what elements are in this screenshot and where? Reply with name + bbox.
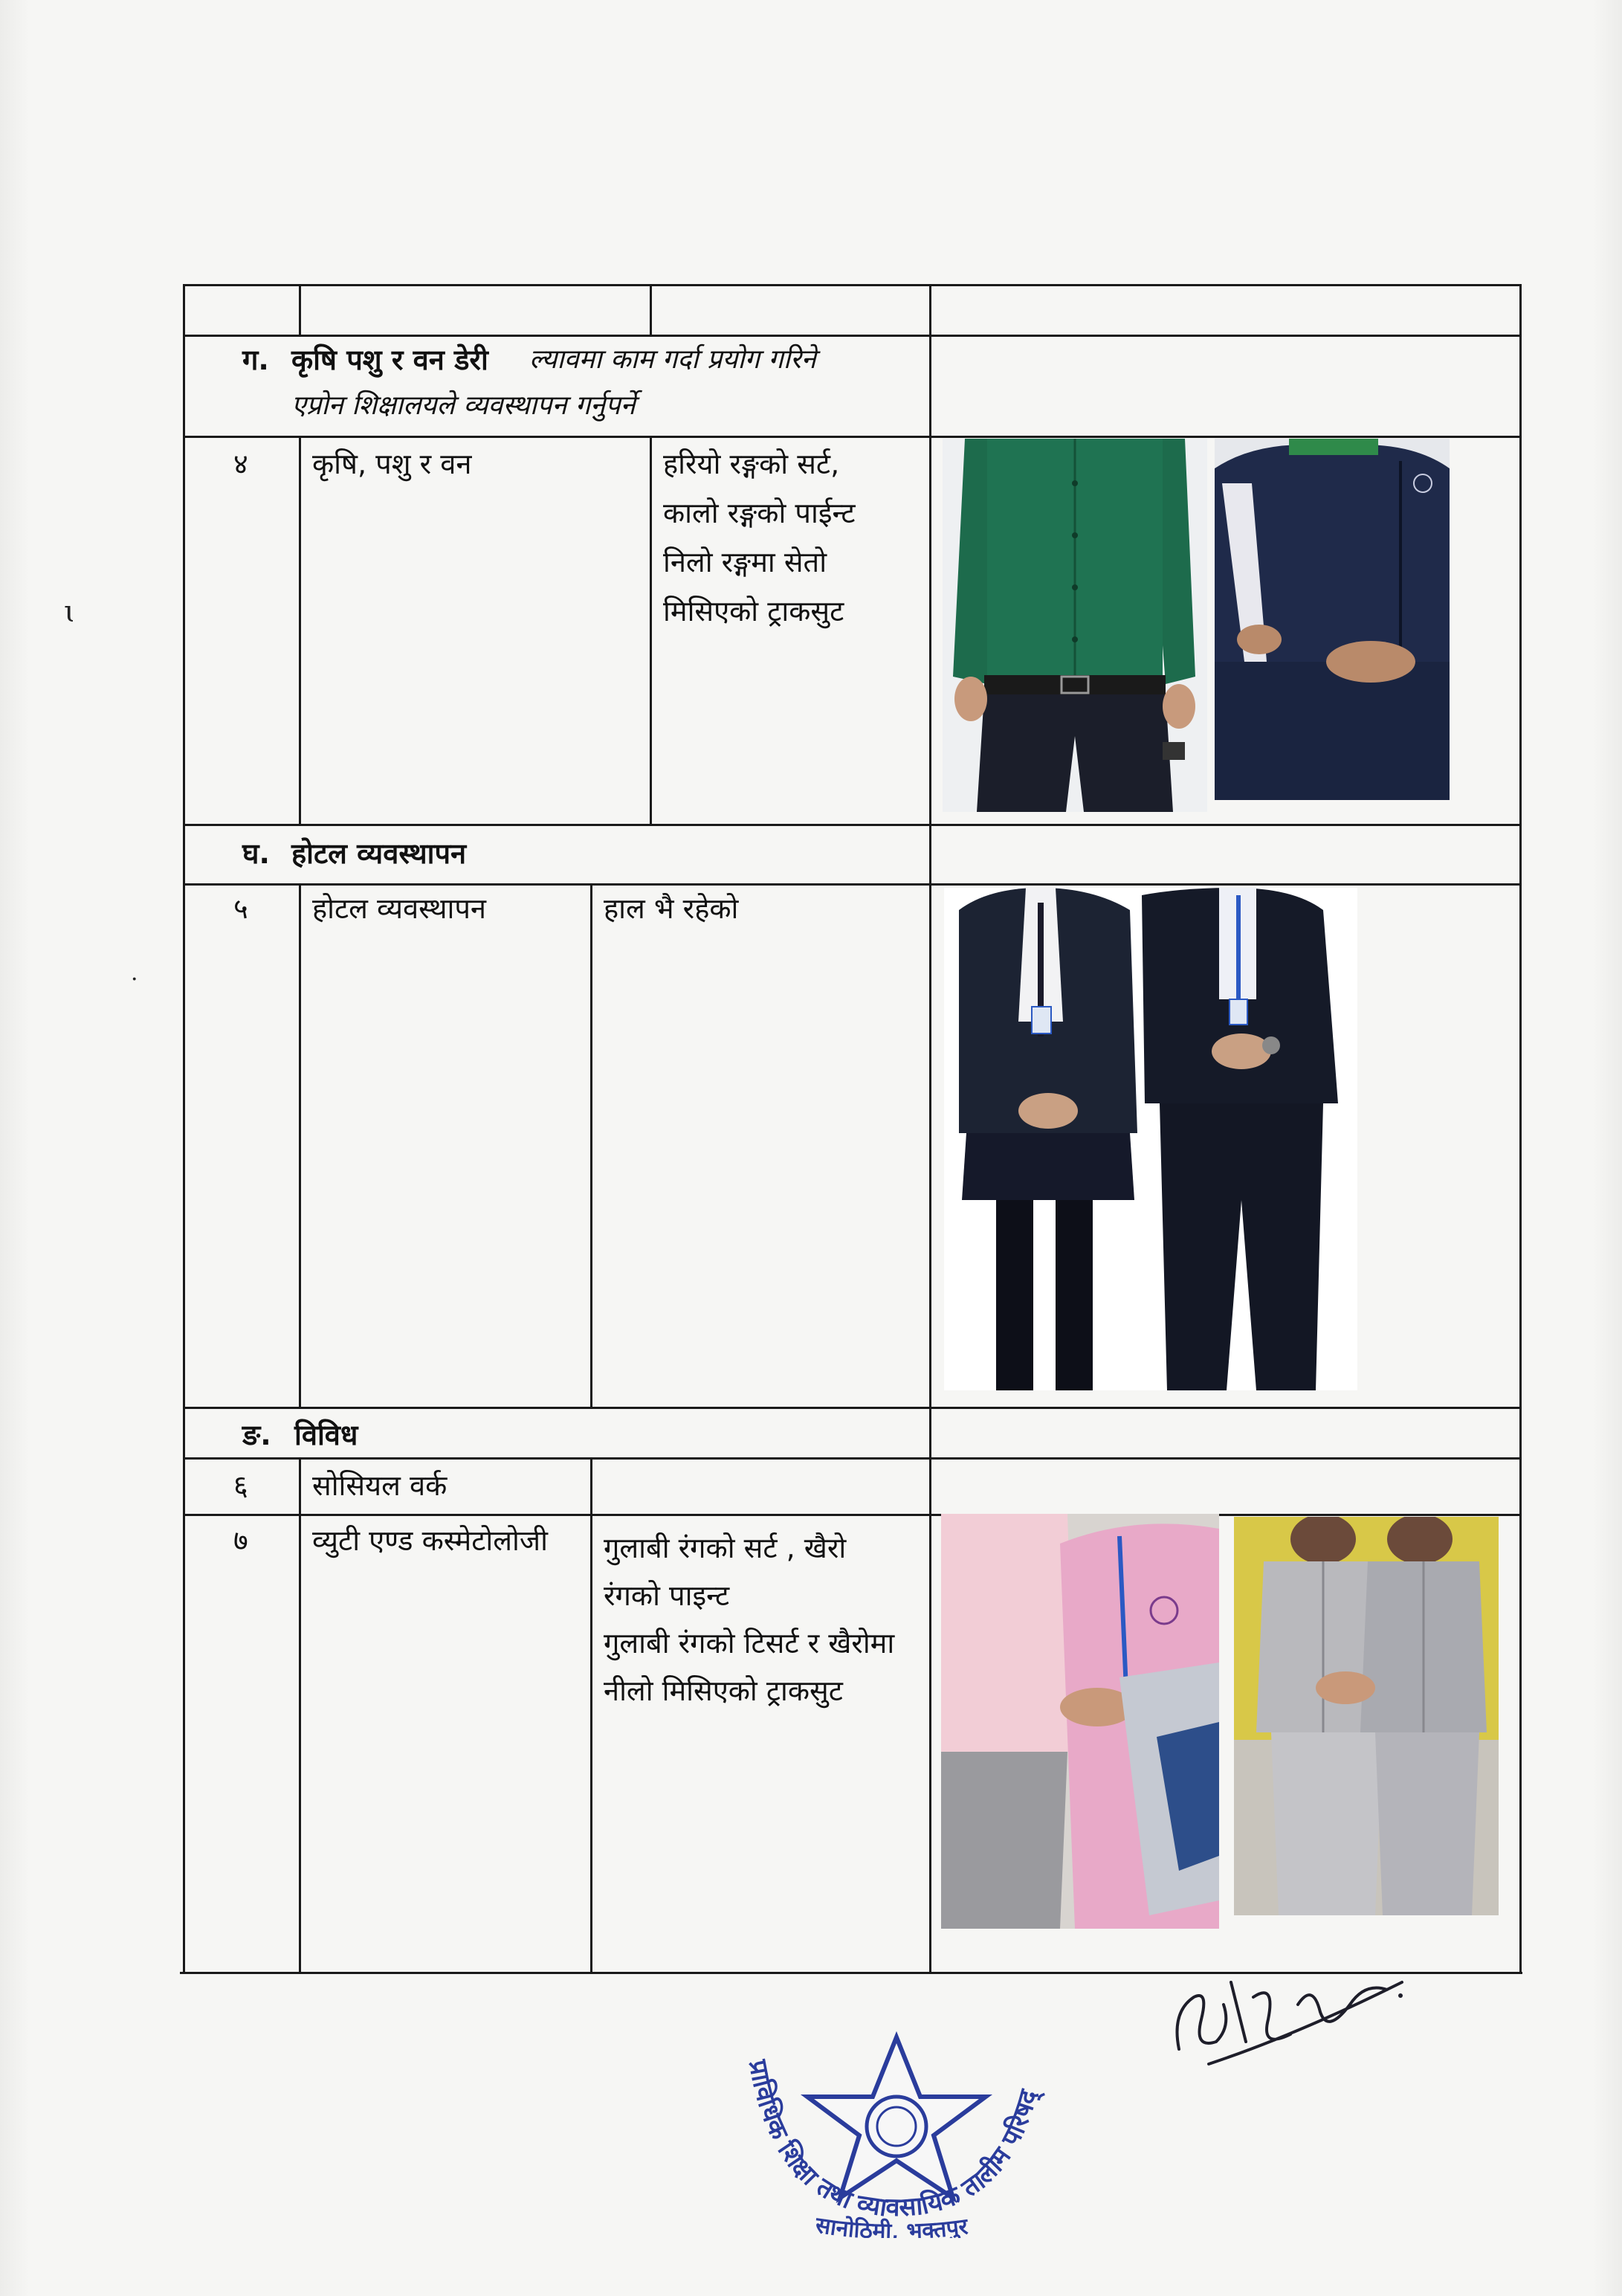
green-shirt-uniform-photo (943, 439, 1207, 812)
program-name: कृषि, पशु र वन (312, 448, 472, 480)
row-number: ७ (233, 1524, 248, 1557)
section-nga-marker: ङ. (242, 1419, 271, 1451)
uniform-description-line: गुलाबी रंगको टिसर्ट र खैरोमा (604, 1627, 895, 1660)
signature (1164, 1938, 1409, 2086)
scan-mark: ɩ (64, 595, 76, 629)
table-col-divider (590, 1457, 592, 1974)
table-border-top (183, 284, 1521, 286)
section-ga-title: कृषि पशु र वन डेरी (291, 344, 488, 376)
svg-text:सानोठिमी, भक्तपुर: सानोठिमी, भक्तपुर (813, 2212, 970, 2238)
row-number: ६ (233, 1469, 248, 1502)
table-rule (183, 1457, 1521, 1460)
table-col-divider (590, 883, 592, 1408)
uniform-description-line: हाल भै रहेको (604, 892, 739, 925)
hotel-management-uniform-photo (944, 888, 1357, 1390)
section-ga-marker: ग. (242, 344, 269, 376)
program-name: व्युटी एण्ड कस्मेटोलोजी (312, 1524, 548, 1557)
table-col-divider (650, 284, 652, 336)
section-nga-title: विविध (294, 1419, 358, 1451)
table-rule (183, 1514, 1521, 1516)
svg-text:प्राविधिक शिक्षा तथा व्यावसायि: प्राविधिक शिक्षा तथा व्यावसायिक तालीम परिषद् (742, 2057, 1044, 2223)
table-col-divider (299, 883, 301, 1408)
grey-tracksuit-uniform-photo (1234, 1517, 1499, 1915)
uniform-description-line: निलो रङ्गमा सेतो (663, 546, 827, 578)
navy-tracksuit-uniform-photo (1215, 439, 1450, 800)
uniform-description-line: नीलो मिसिएको ट्राकसुट (604, 1674, 843, 1707)
section-gha-title: होटल व्यवस्थापन (291, 837, 467, 870)
table-col-divider (650, 436, 652, 825)
pink-shirt-uniform-photo (941, 1514, 1219, 1929)
table-border-left (183, 284, 185, 1974)
section-ga-title-rest: ल्यावमा काम गर्दा प्रयोग गरिने (529, 344, 816, 375)
council-seal (726, 2022, 1067, 2238)
table-rule (183, 1407, 1521, 1409)
uniform-description-line: गुलाबी रंगको सर्ट , खैरो (604, 1532, 847, 1564)
table-col-divider (299, 1457, 301, 1974)
table-rule (183, 436, 1521, 438)
section-ga-title-line2: एप्रोन शिक्षालयले व्यवस्थापन गर्नुपर्ने (291, 390, 636, 421)
table-col-divider (299, 284, 301, 336)
uniform-description-line: मिसिएको ट्राकसुट (663, 595, 844, 628)
uniform-description-line: हरियो रङ्गको सर्ट, (663, 448, 840, 480)
table-col-divider (299, 436, 301, 825)
program-name: होटल व्यवस्थापन (312, 892, 486, 925)
table-rule (183, 824, 1521, 826)
scan-mark: · (131, 967, 138, 993)
table-border-right (1519, 284, 1522, 1974)
row-number: ५ (233, 892, 248, 925)
section-gha-marker: घ. (242, 837, 270, 870)
uniform-description-line: कालो रङ्गको पाईन्ट (663, 497, 856, 529)
uniform-description-line: रंगको पाइन्ट (604, 1579, 730, 1612)
row-number: ४ (233, 448, 248, 480)
table-col-divider (929, 284, 931, 1974)
program-name: सोसियल वर्क (312, 1469, 447, 1502)
